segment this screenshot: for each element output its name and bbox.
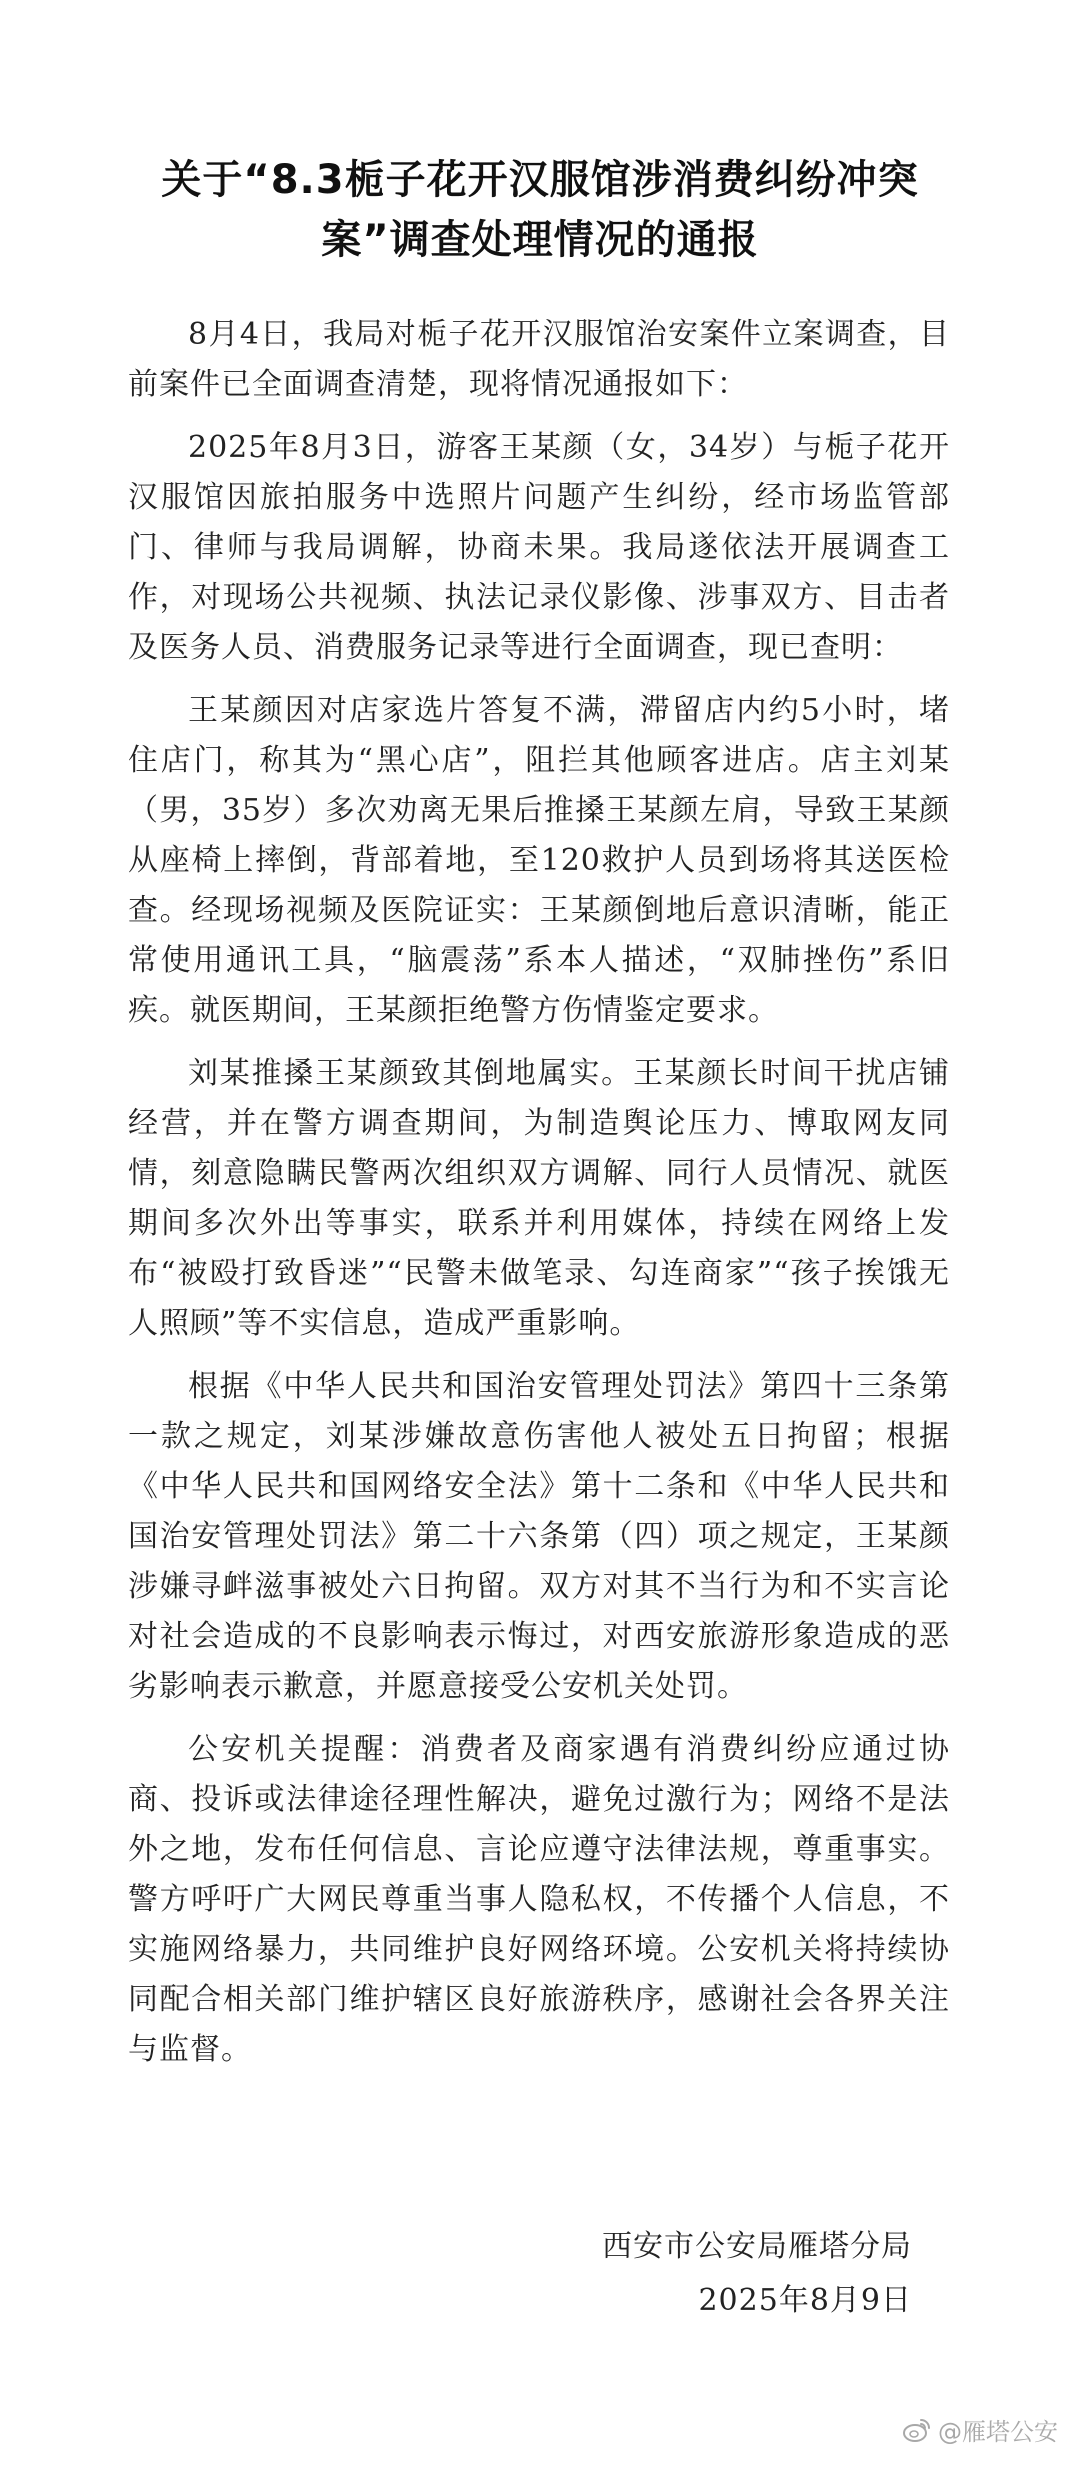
document-body [128, 310, 950, 2088]
paragraph-background: 2025年8月3日，游客王某颜（女，34岁）与栀子花开汉服馆因旅拍服务中选照片问题产生纠纷，经市场监管部门、律师与我局调解，协商未果。我局遂依法开展调查工作，对现场公共视频、执法记录仪影像、涉事双方、目击者及医务人员、消费服务记录等进行全面调查，现已查明： [128, 430, 950, 665]
document-signature [602, 2220, 912, 2328]
issuer-name: 西安市公安局雁塔分局 [602, 2229, 912, 2264]
paragraph-findings: 王某颜因对店家选片答复不满，滞留店内约5小时，堵住店门，称其为“黑心店”，阻拦其他顾客进店。店主刘某（男，35岁）多次劝离无果后推搡王某颜左肩，导致王某颜从座椅上摔倒，背部着地，至120救护人员到场将其送医检查。经现场视频及医院证实：王某颜倒地后意识清晰，能正常使用通讯工具，“脑震荡”系本人描述，“双肺挫伤”系旧疾。就医期间，王某颜拒绝警方伤情鉴定要求。 [128, 693, 950, 1028]
weibo-icon [902, 2415, 932, 2445]
issue-date: 2025年8月9日 [698, 2283, 912, 2318]
document-title: 关于“8.3栀子花开汉服馆涉消费纠纷冲突案”调查处理情况的通报 [161, 157, 919, 263]
paragraph-penalties: 根据《中华人民共和国治安管理处罚法》第四十三条第一款之规定，刘某涉嫌故意伤害他人被处五日拘留；根据《中华人民共和国网络安全法》第十二条和《中华人民共和国治安管理处罚法》第二十六条第（四）项之规定，王某颜涉嫌寻衅滋事被处六日拘留。双方对其不当行为和不实言论对社会造成的不良影响表示悔过，对西安旅游形象造成的恶劣影响表示歉意，并愿意接受公安机关处罚。 [128, 1369, 950, 1704]
watermark-text: @雁塔公安 [938, 2418, 1058, 2446]
paragraph-facts: 刘某推搡王某颜致其倒地属实。王某颜长时间干扰店铺经营，并在警方调查期间，为制造舆论压力、博取网友同情，刻意隐瞒民警两次组织双方调解、同行人员情况、就医期间多次外出等事实，联系并利用媒体，持续在网络上发布“被殴打致昏迷”“民警未做笔录、勾连商家”“孩子挨饿无人照顾”等不实信息，造成严重影响。 [128, 1056, 950, 1341]
paragraph-reminder: 公安机关提醒：消费者及商家遇有消费纠纷应通过协商、投诉或法律途径理性解决，避免过激行为；网络不是法外之地，发布任何信息、言论应遵守法律法规，尊重事实。警方呼吁广大网民尊重当事人隐私权，不传播个人信息，不实施网络暴力，共同维护良好网络环境。公安机关将持续协同配合相关部门维护辖区良好旅游秩序，感谢社会各界关注与监督。 [128, 1732, 950, 2067]
weibo-watermark [902, 2412, 1058, 2447]
paragraph-intro: 8月4日，我局对栀子花开汉服馆治安案件立案调查，目前案件已全面调查清楚，现将情况通报如下： [128, 317, 950, 402]
